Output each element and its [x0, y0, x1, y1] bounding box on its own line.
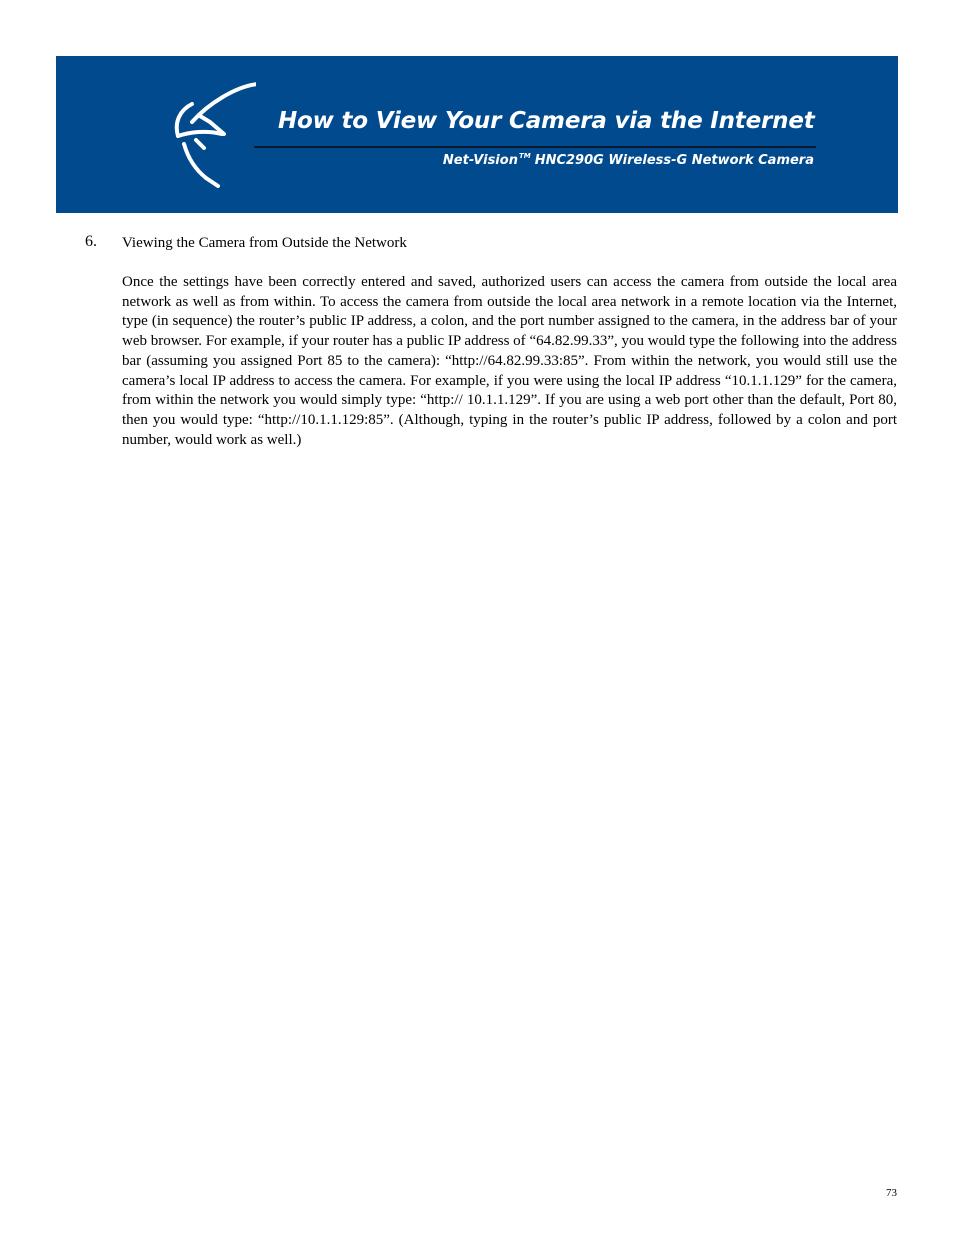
- trademark-mark: TM: [518, 152, 531, 160]
- product-model: HNC290G Wireless-G Network Camera: [534, 153, 814, 168]
- header-divider: [254, 146, 816, 148]
- step-title: Viewing the Camera from Outside the Network: [122, 235, 407, 251]
- product-brand: Net-Vision: [442, 153, 518, 168]
- step-number: 6.: [85, 233, 97, 250]
- page-header-title: How to View Your Camera via the Internet: [278, 108, 815, 134]
- product-subtitle: [443, 152, 814, 168]
- page-number: 73: [886, 1187, 897, 1199]
- body-paragraph: Once the settings have been correctly entered and saved, authorized users can access the camera from outside the local area network as well as from within. To access the camera from outside the local area network in a remote location via the Internet, type (in sequence) the router’s public IP address, a colon, and the port number assigned to the camera, in the address bar of your web browser. For example, if your router has a public IP address of “64.82.99.33”, you would type the following into the address bar (assuming you assigned Port 85 to the camera): “http://64.82.99.33:85”. From within the network, you would still use the camera’s local IP address to access the camera. For example, if you were using the local IP address “10.1.1.129” for the camera, from within the network you would simply type: “http:// 10.1.1.129”. If you are using a web port other than the default, Port 80, then you would type: “http://10.1.1.129:85”. (Although, typing in the router’s public IP address, followed by a colon and port number, would work as well.): [122, 274, 897, 448]
- eagle-head-logo: [166, 74, 256, 192]
- header-banner: [56, 56, 898, 213]
